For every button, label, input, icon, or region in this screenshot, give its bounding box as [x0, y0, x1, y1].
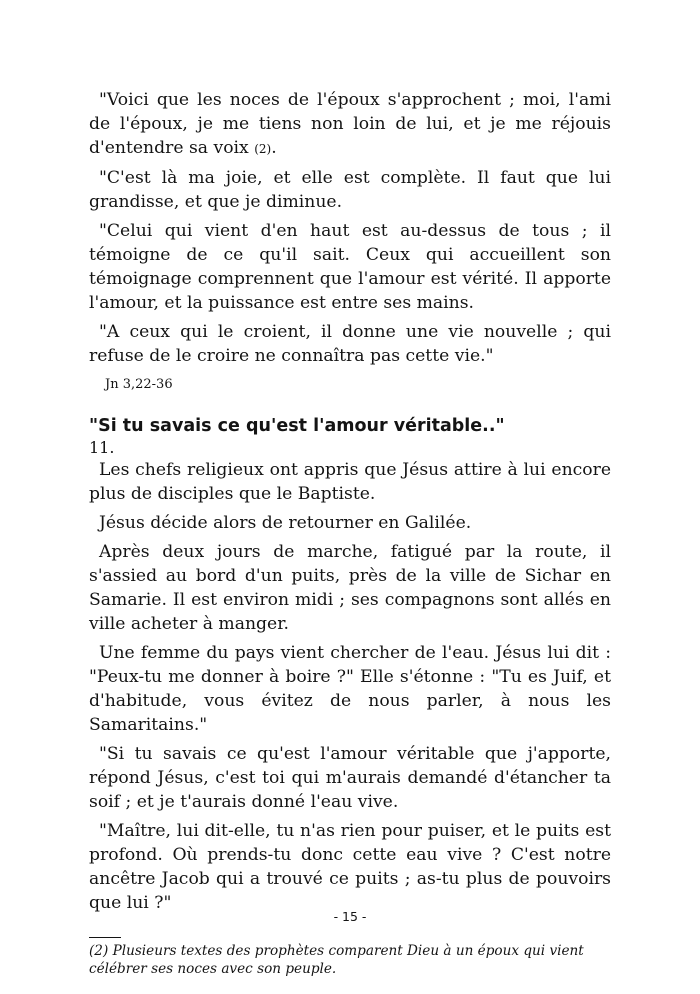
- paragraph: "Maître, lui dit-elle, tu n'as rien pour puiser, et le puits est profond. Où prends-tu donc cette eau vive ? C'est notre ancêtre Jacob qui a trouvé ce puits ; as-tu plus de pouvoirs que lui ?": [89, 821, 611, 913]
- chapter-number: 11.: [89, 438, 115, 457]
- paragraph: "Si tu savais ce qu'est l'amour véritable que j'apporte, répond Jésus, c'est toi qui m'aurais demandé d'étancher ta soif ; et je t'aurais donné l'eau vive.: [89, 744, 611, 812]
- footnote-call: (2): [254, 142, 272, 156]
- paragraph: Jésus décide alors de retourner en Galilée.: [99, 513, 472, 533]
- paragraph: "Celui qui vient d'en haut est au-dessus de tous ; il témoigne de ce qu'il sait. Ceux qui accueillent son témoignage comprennent que l'amour est vérité. Il apporte l'amour, et la puissance est entre ses mains.: [89, 221, 611, 313]
- footnote: (2) Plusieurs textes des prophètes comparent Dieu à un époux qui vient célébrer ses noces avec son peuple.: [89, 943, 584, 977]
- scripture-reference: Jn 3,22-36: [105, 377, 173, 392]
- paragraph: Une femme du pays vient chercher de l'eau. Jésus lui dit : "Peux-tu me donner à boire ?" Elle s'étonne : "Tu es Juif, et d'habitude, vous évitez de nous parler, à nous les Samaritains.": [89, 643, 611, 735]
- paragraph: "Voici que les noces de l'époux s'approchent ; moi, l'ami de l'époux, je me tiens non loin de lui, et je me réjouis d'entendre sa voix (2).: [89, 90, 611, 158]
- paragraph: Les chefs religieux ont appris que Jésus attire à lui encore plus de disciples que le Baptiste.: [89, 460, 611, 504]
- paragraph: Après deux jours de marche, fatigué par la route, il s'assied au bord d'un puits, près de la ville de Sichar en Samarie. Il est environ midi ; ses compagnons sont allés en ville acheter à manger.: [89, 542, 611, 634]
- footnote-separator: [89, 937, 121, 938]
- paragraph: "C'est là ma joie, et elle est complète. Il faut que lui grandisse, et que je diminue.: [89, 168, 611, 212]
- page-body: [89, 88, 611, 978]
- section-heading: "Si tu savais ce qu'est l'amour véritable..": [89, 416, 505, 436]
- paragraph: "A ceux qui le croient, il donne une vie nouvelle ; qui refuse de le croire ne connaîtra pas cette vie.": [89, 322, 611, 366]
- page-number: - 15 -: [333, 909, 367, 924]
